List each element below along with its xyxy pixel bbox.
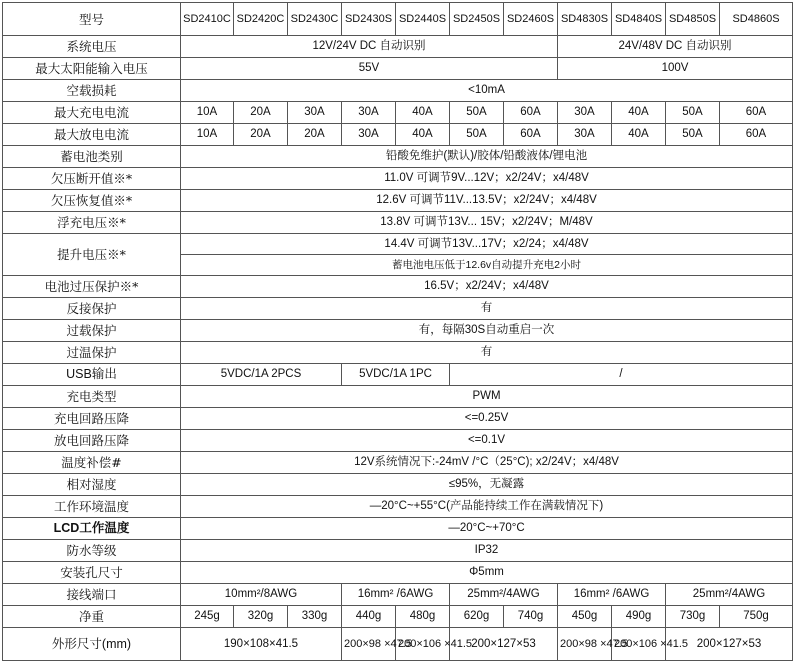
value-cell: 60A	[720, 102, 793, 124]
model-cell: SD2430S	[342, 3, 396, 36]
value-cell: 480g	[396, 606, 450, 628]
overtemp-protection-row	[3, 342, 793, 364]
value-cell: 60A	[504, 124, 558, 146]
value-cell: 40A	[612, 102, 666, 124]
value-cell: —20°C~+70°C	[181, 518, 793, 540]
waterproof-row	[3, 540, 793, 562]
value-cell: /	[450, 364, 793, 386]
boost-voltage-row	[3, 234, 793, 255]
value-cell: 30A	[558, 102, 612, 124]
mount-hole-row	[3, 562, 793, 584]
row-label: 工作环境温度	[3, 496, 181, 518]
value-cell: <=0.1V	[181, 430, 793, 452]
row-label: 反接保护	[3, 298, 181, 320]
value-cell: 30A	[558, 124, 612, 146]
value-cell: 5VDC/1A 2PCS	[181, 364, 342, 386]
value-cell: —20°C~+55°C(产品能持续工作在满载情况下)	[181, 496, 793, 518]
value-cell: 620g	[450, 606, 504, 628]
model-cell: SD2450S	[450, 3, 504, 36]
value-cell: PWM	[181, 386, 793, 408]
value-cell: Φ5mm	[181, 562, 793, 584]
value-cell: 14.4V 可调节13V...17V；x2/24；x4/48V	[181, 234, 793, 255]
row-label: USB输出	[3, 364, 181, 386]
model-cell: SD2420C	[234, 3, 288, 36]
model-label: 型号	[3, 3, 181, 36]
row-label: 系统电压	[3, 36, 181, 58]
value-cell: 50A	[666, 102, 720, 124]
value-cell: 440g	[342, 606, 396, 628]
row-label: 蓄电池类别	[3, 146, 181, 168]
discharge-drop-row	[3, 430, 793, 452]
value-cell: 730g	[666, 606, 720, 628]
value-cell: 200×106 ×41.5	[396, 628, 450, 661]
row-label: 电池过压保护※*	[3, 276, 181, 298]
value-cell: 60A	[720, 124, 793, 146]
value-cell: 40A	[396, 124, 450, 146]
note-cell: 蓄电池电压低于12.6v自动提升充电2小时	[181, 255, 793, 276]
system-voltage-row	[3, 36, 793, 58]
value-cell: 40A	[612, 124, 666, 146]
value-cell: 200×127×53	[666, 628, 793, 661]
value-cell: 30A	[342, 124, 396, 146]
value-cell: 490g	[612, 606, 666, 628]
value-cell: 320g	[234, 606, 288, 628]
undervoltage-disconnect-row	[3, 168, 793, 190]
row-label: 净重	[3, 606, 181, 628]
row-label: 防水等级	[3, 540, 181, 562]
row-label: 外形尺寸(mm)	[3, 628, 181, 661]
row-label: 充电类型	[3, 386, 181, 408]
value-cell: 20A	[234, 124, 288, 146]
max-discharge-current-row	[3, 124, 793, 146]
value-cell: 12.6V 可调节11V...13.5V；x2/24V；x4/48V	[181, 190, 793, 212]
value-cell: 16mm² /6AWG	[558, 584, 666, 606]
spec-table	[2, 2, 793, 661]
value-cell: 13.8V 可调节13V... 15V；x2/24V；M/48V	[181, 212, 793, 234]
charge-drop-row	[3, 408, 793, 430]
row-label: 温度补偿#	[3, 452, 181, 474]
value-cell: IP32	[181, 540, 793, 562]
value-cell: 16.5V；x2/24V；x4/48V	[181, 276, 793, 298]
humidity-row	[3, 474, 793, 496]
value-cell: 5VDC/1A 1PC	[342, 364, 450, 386]
usb-output-row	[3, 364, 793, 386]
value-cell: 60A	[504, 102, 558, 124]
value-cell: 450g	[558, 606, 612, 628]
value-cell: <10mA	[181, 80, 793, 102]
lcd-temp-row	[3, 518, 793, 540]
max-solar-voltage-row	[3, 58, 793, 80]
value-cell: 200×127×53	[450, 628, 558, 661]
row-label: 最大太阳能输入电压	[3, 58, 181, 80]
row-label: 过载保护	[3, 320, 181, 342]
value-cell: 有	[181, 298, 793, 320]
row-label: 相对湿度	[3, 474, 181, 496]
row-label: 安装孔尺寸	[3, 562, 181, 584]
dimensions-row	[3, 628, 793, 661]
value-cell: 20A	[234, 102, 288, 124]
value-cell: <=0.25V	[181, 408, 793, 430]
value-cell: 10A	[181, 124, 234, 146]
overload-protection-row	[3, 320, 793, 342]
value-cell: 55V	[181, 58, 558, 80]
reverse-protection-row	[3, 298, 793, 320]
charge-type-row	[3, 386, 793, 408]
row-label: 提升电压※*	[3, 234, 181, 276]
model-cell: SD2440S	[396, 3, 450, 36]
value-cell: 750g	[720, 606, 793, 628]
value-cell: 20A	[288, 124, 342, 146]
net-weight-row	[3, 606, 793, 628]
temp-comp-row	[3, 452, 793, 474]
value-cell: 200×98 ×47.5	[558, 628, 612, 661]
value-cell: 30A	[288, 102, 342, 124]
value-cell: 11.0V 可调节9V...12V；x2/24V；x4/48V	[181, 168, 793, 190]
value-cell: 有	[181, 342, 793, 364]
value-cell: 245g	[181, 606, 234, 628]
row-label: 放电回路压降	[3, 430, 181, 452]
operating-temp-row	[3, 496, 793, 518]
battery-overvoltage-row	[3, 276, 793, 298]
model-cell: SD4850S	[666, 3, 720, 36]
no-load-loss-row	[3, 80, 793, 102]
value-cell: 10mm²/8AWG	[181, 584, 342, 606]
row-label: 充电回路压降	[3, 408, 181, 430]
value-cell: 50A	[450, 102, 504, 124]
value-cell: 16mm² /6AWG	[342, 584, 450, 606]
row-label: 欠压恢复值※*	[3, 190, 181, 212]
model-header-row	[3, 3, 793, 36]
value-cell: 有，每隔30S自动重启一次	[181, 320, 793, 342]
row-label: 空载损耗	[3, 80, 181, 102]
model-cell: SD4830S	[558, 3, 612, 36]
terminal-row	[3, 584, 793, 606]
value-cell: 25mm²/4AWG	[450, 584, 558, 606]
value-cell: 740g	[504, 606, 558, 628]
value-cell: 330g	[288, 606, 342, 628]
row-label: 最大充电电流	[3, 102, 181, 124]
value-cell: 25mm²/4AWG	[666, 584, 793, 606]
value-cell: 40A	[396, 102, 450, 124]
value-cell: 100V	[558, 58, 793, 80]
battery-type-row	[3, 146, 793, 168]
row-label: 最大放电电流	[3, 124, 181, 146]
model-cell: SD2410C	[181, 3, 234, 36]
value-cell: 50A	[450, 124, 504, 146]
model-cell: SD2460S	[504, 3, 558, 36]
row-label: LCD工作温度	[3, 518, 181, 540]
value-cell: 200×106 ×41.5	[612, 628, 666, 661]
model-cell: SD4860S	[720, 3, 793, 36]
value-cell: 12V系统情况下:-24mV /°C（25°C); x2/24V；x4/48V	[181, 452, 793, 474]
value-cell: ≤95%，无凝露	[181, 474, 793, 496]
value-cell: 12V/24V DC 自动识别	[181, 36, 558, 58]
row-label: 过温保护	[3, 342, 181, 364]
value-cell: 30A	[342, 102, 396, 124]
value-cell: 24V/48V DC 自动识别	[558, 36, 793, 58]
float-voltage-row	[3, 212, 793, 234]
value-cell: 50A	[666, 124, 720, 146]
model-cell: SD4840S	[612, 3, 666, 36]
model-cell: SD2430C	[288, 3, 342, 36]
row-label: 接线端口	[3, 584, 181, 606]
value-cell: 200×98 ×47.5	[342, 628, 396, 661]
value-cell: 10A	[181, 102, 234, 124]
max-charge-current-row	[3, 102, 793, 124]
value-cell: 铅酸免维护(默认)/胶体/铅酸液体/锂电池	[181, 146, 793, 168]
undervoltage-recover-row	[3, 190, 793, 212]
row-label: 浮充电压※*	[3, 212, 181, 234]
value-cell: 190×108×41.5	[181, 628, 342, 661]
row-label: 欠压断开值※*	[3, 168, 181, 190]
